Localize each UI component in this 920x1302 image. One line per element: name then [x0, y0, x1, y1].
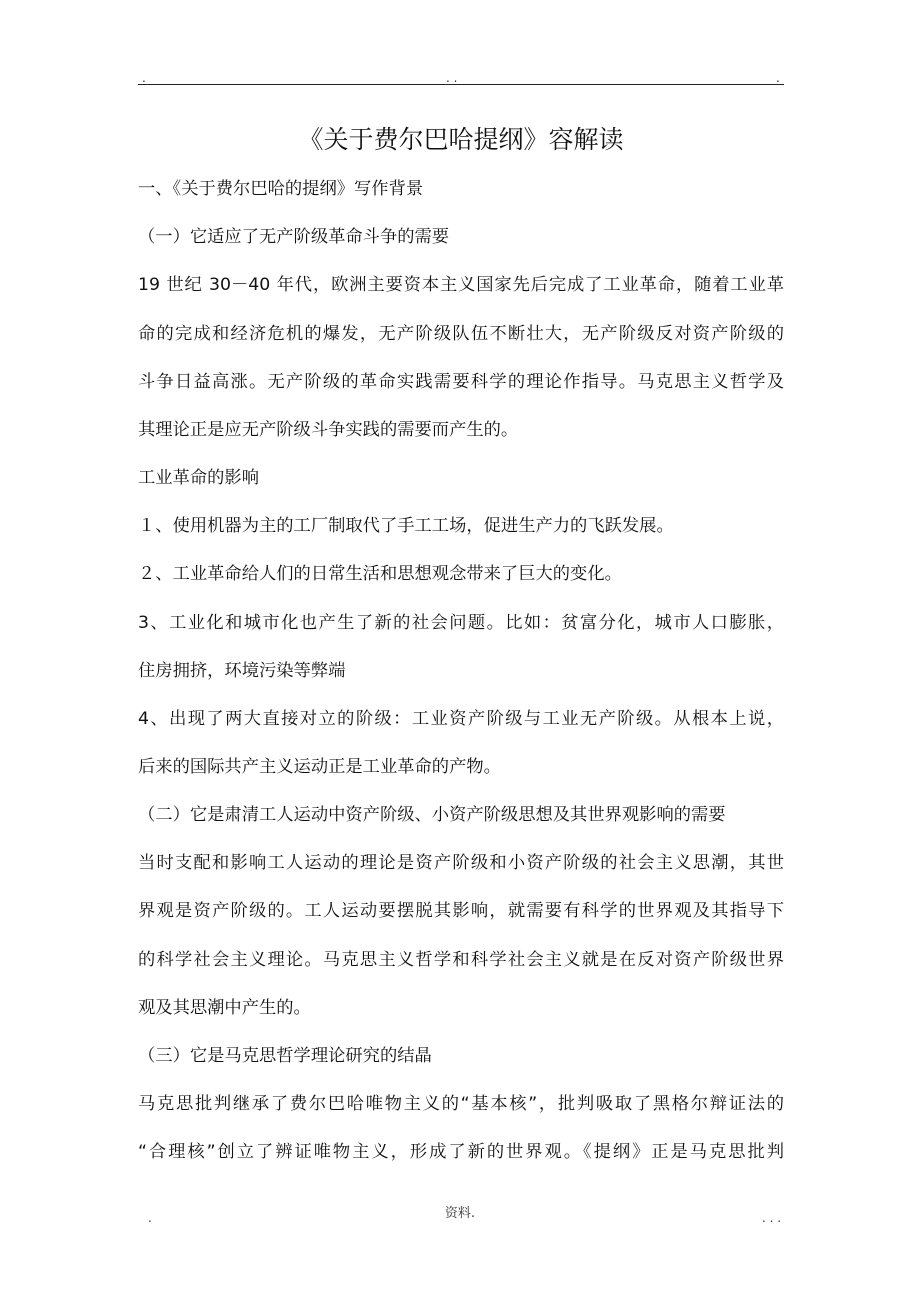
- section-heading-1: 一、《关于费尔巴哈的提纲》写作背景: [138, 179, 424, 199]
- paragraph-line: 当时支配和影响工人运动的理论是资产阶级和小资产阶级的社会主义思潮，其世: [138, 853, 784, 873]
- list-item-continuation: 后来的国际共产主义运动正是工业革命的产物。: [138, 757, 501, 777]
- header-dot-left: .: [142, 71, 146, 85]
- footer-dot-right: . . .: [762, 1211, 782, 1225]
- paragraph-line: 19 世纪 30－40 年代，欧洲主要资本主义国家先后完成了工业革命，随着工业革: [138, 275, 784, 295]
- paragraph-line: 斗争日益高涨。无产阶级的革命实践需要科学的理论作指导。马克思主义哲学及: [138, 372, 784, 392]
- list-item: 4、出现了两大直接对立的阶级：工业资产阶级与工业无产阶级。从根本上说，: [138, 709, 784, 729]
- footer-dot-left: .: [148, 1211, 152, 1225]
- subsection-heading-3: （三）它是马克思哲学理论研究的结晶: [138, 1046, 432, 1066]
- list-item: 3、工业化和城市化也产生了新的社会问题。比如：贫富分化，城市人口膨胀，: [138, 613, 784, 633]
- document-title: 《关于费尔巴哈提纲》容解读: [298, 125, 624, 154]
- list-item-continuation: 住房拥挤，环境污染等弊端: [138, 661, 346, 681]
- header-dot-right: .: [776, 71, 780, 85]
- header-dot-center: . .: [446, 71, 458, 85]
- paragraph-line: 观及其思潮中产生的。: [138, 998, 311, 1018]
- list-heading: 工业革命的影响: [138, 468, 259, 488]
- list-item: １、使用机器为主的工厂制取代了手工工场，促进生产力的飞跃发展。: [138, 516, 674, 536]
- paragraph-line: 其理论正是应无产阶级斗争实践的需要而产生的。: [138, 420, 519, 440]
- footer-label: 资料.: [444, 1206, 476, 1221]
- paragraph-line: 命的完成和经济危机的爆发，无产阶级队伍不断壮大，无产阶级反对资产阶级的: [138, 324, 784, 344]
- paragraph-line: 界观是资产阶级的。工人运动要摆脱其影响，就需要有科学的世界观及其指导下: [138, 901, 784, 921]
- header-rule: [138, 84, 784, 85]
- paragraph-line: 的科学社会主义理论。马克思主义哲学和科学社会主义就是在反对资产阶级世界: [138, 950, 784, 970]
- paragraph-line: “合理核”创立了辨证唯物主义，形成了新的世界观。《提纲》正是马克思批判: [138, 1142, 784, 1162]
- list-item: ２、工业革命给人们的日常生活和思想观念带来了巨大的变化。: [138, 564, 622, 584]
- subsection-heading-1: （一）它适应了无产阶级革命斗争的需要: [138, 227, 450, 247]
- paragraph-line: 马克思批判继承了费尔巴哈唯物主义的“基本核”，批判吸取了黑格尔辩证法的: [138, 1094, 784, 1114]
- subsection-heading-2: （二）它是肃清工人运动中资产阶级、小资产阶级思想及其世界观影响的需要: [138, 805, 726, 825]
